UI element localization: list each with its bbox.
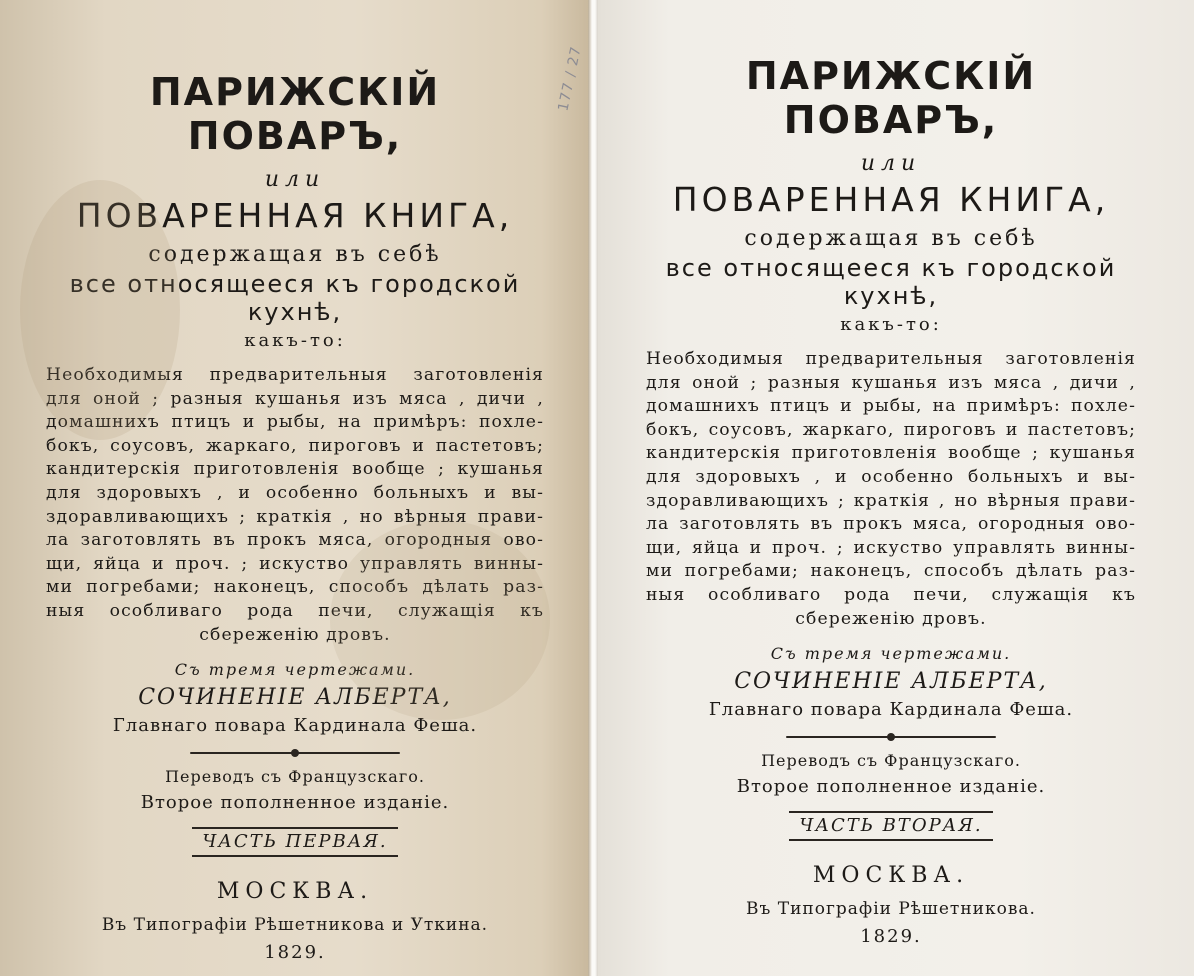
description-line: здоравливающихъ ; краткія , но вѣрныя прави- [646, 490, 1136, 511]
description-line: ла заготовлять въ прокъ мяса, огородныя ово- [46, 530, 544, 551]
illustrations-note: Съ тремя чертежами. [174, 660, 416, 680]
publication-year: 1829. [860, 926, 922, 948]
publication-year: 1829. [264, 942, 326, 964]
edition-note: Второе пополненное изданіе. [736, 776, 1046, 798]
description-line: ныя особливаго рода печи, служащія къ [46, 600, 544, 621]
description-line: кандитерскія приготовленія вообще ; кушанья [646, 443, 1136, 464]
illustrations-note: Съ тремя чертежами. [770, 644, 1012, 664]
title-conjunction: или [860, 151, 922, 176]
author-role: Главнаго повара Кардинала Феша. [112, 715, 478, 737]
edition-note: Второе пополненное изданіе. [140, 792, 450, 814]
ornamental-rule [786, 733, 996, 741]
translation-note: Переводъ съ Французскаго. [761, 751, 1021, 771]
publication-city: МОСКВА. [216, 879, 374, 905]
description-line: для оной ; разныя кушанья изъ мяса , дичи , [46, 388, 544, 409]
description-line: сбереженію дровъ. [199, 624, 391, 645]
description-line: для здоровыхъ , и особенно больныхъ и вы- [646, 466, 1136, 487]
contents-description [646, 348, 1136, 631]
description-line: щи, яйца и проч. ; искуство управлять винны- [46, 553, 544, 574]
subtitle-contains: содержащая въ себѣ [148, 242, 442, 267]
printer-line: Въ Типографіи Рѣшетникова и Уткина. [101, 915, 489, 936]
author-role: Главнаго повара Кардинала Феша. [708, 699, 1074, 721]
description-line: ла заготовлять въ прокъ мяса, огородныя ово- [646, 514, 1136, 535]
description-line: для оной ; разныя кушанья изъ мяса , дичи , [646, 372, 1136, 393]
description-line: ныя особливаго рода печи, служащія къ [646, 584, 1136, 605]
author-line: СОЧИНЕНІЕ АЛБЕРТА, [138, 685, 452, 711]
book-title: ПАРИЖСКІЙ ПОВАРЪ, [149, 70, 441, 158]
description-line: ми погребами; наконецъ, способъ дѣлать раз- [46, 577, 544, 598]
page-gutter [588, 0, 598, 976]
title-page-part-one [0, 0, 588, 976]
description-line: для здоровыхъ , и особенно больныхъ и вы- [46, 482, 544, 503]
translation-note: Переводъ съ Французскаго. [165, 767, 425, 787]
subtitle-contains-continued: все относящееся къ городской [665, 254, 1117, 282]
description-line: бокъ, соусовъ, жаркаго, пироговъ и пастетовъ; [46, 435, 544, 456]
subtitle-kitchen: кухнѣ, [843, 282, 939, 310]
book-title: ПАРИЖСКІЙ ПОВАРЪ, [745, 54, 1037, 142]
author-line: СОЧИНЕНІЕ АЛБЕРТА, [734, 669, 1048, 695]
description-line: Необходимыя предварительныя заготовленія [46, 365, 544, 385]
description-line: щи, яйца и проч. ; искуство управлять винны- [646, 537, 1136, 558]
book-subtitle: ПОВАРЕННАЯ КНИГА, [672, 180, 1110, 219]
subtitle-contains-continued: все относящееся къ городской [69, 270, 521, 298]
list-intro: какъ-то: [840, 314, 942, 335]
description-line: сбереженію дровъ. [795, 608, 987, 629]
description-line: бокъ, соусовъ, жаркаго, пироговъ и пастетовъ; [646, 419, 1136, 440]
description-line: здоравливающихъ ; краткія , но вѣрныя прави- [46, 506, 544, 527]
pencil-note: 177 / 27 [555, 44, 585, 113]
printer-line: Въ Типографіи Рѣшетникова. [746, 899, 1036, 920]
description-line: Необходимыя предварительныя заготовленія [646, 349, 1136, 369]
description-line: домашнихъ птицъ и рыбы, на примѣръ: похле- [646, 396, 1136, 417]
subtitle-contains: содержащая въ себѣ [744, 226, 1038, 251]
ornamental-rule [190, 749, 400, 757]
description-line: ми погребами; наконецъ, способъ дѣлать раз- [646, 561, 1136, 582]
book-subtitle: ПОВАРЕННАЯ КНИГА, [76, 196, 514, 235]
volume-label: ЧАСТЬ ВТОРАЯ. [789, 811, 992, 841]
title-conjunction: или [264, 167, 326, 192]
subtitle-kitchen: кухнѣ, [247, 298, 343, 326]
description-line: кандитерскія приготовленія вообще ; кушанья [46, 459, 544, 480]
title-page-part-two [598, 0, 1194, 976]
list-intro: какъ-то: [244, 330, 346, 351]
description-line: домашнихъ птицъ и рыбы, на примѣръ: похле- [46, 412, 544, 433]
publication-city: МОСКВА. [812, 863, 970, 889]
volume-label: ЧАСТЬ ПЕРВАЯ. [192, 827, 397, 857]
contents-description [46, 364, 544, 647]
